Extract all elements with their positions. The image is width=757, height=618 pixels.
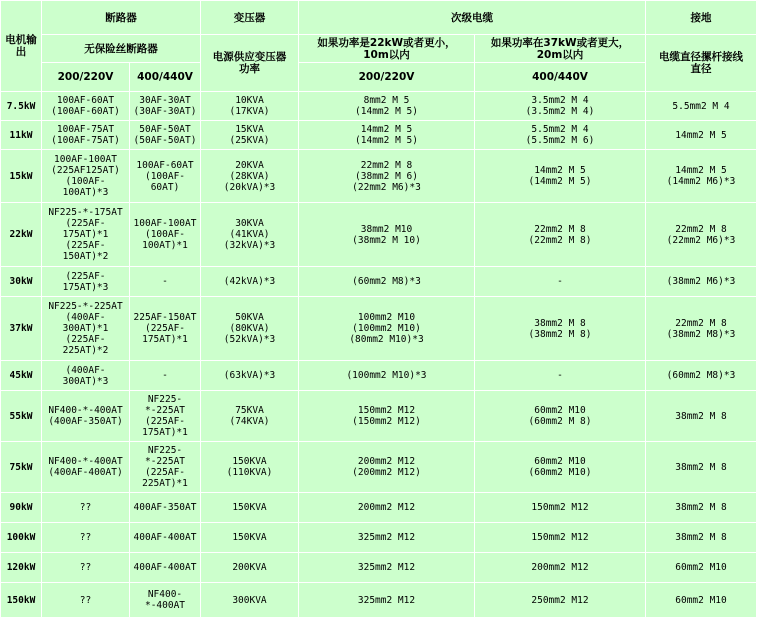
cable-200v-cell: 325mm2 M12 [299, 523, 474, 552]
breaker-400v-cell: NF225- *-225AT (225AF- 175AT)*1 [130, 391, 200, 441]
cable-400v-cell: 14mm2 M 5 (14mm2 M 5) [475, 150, 645, 202]
cable-200v-cell: 325mm2 M12 [299, 553, 474, 582]
transformer-cell: 300KVA [201, 583, 298, 617]
secondary-cable-header: 次级电缆 [299, 1, 645, 34]
table-row [1, 203, 756, 266]
cable-400v-cell: 22mm2 M 8 (22mm2 M 8) [475, 203, 645, 266]
motor-output-cell: 150kW [1, 583, 41, 617]
cable-400v-cell: 38mm2 M 8 (38mm2 M 8) [475, 297, 645, 360]
ground-wire-cell: 60mm2 M10 [646, 583, 756, 617]
table-row [1, 442, 756, 492]
cable-400v-cell: 150mm2 M12 [475, 493, 645, 522]
cable-400v-cell: 150mm2 M12 [475, 523, 645, 552]
cable-200v-cell: 200mm2 M12 [299, 493, 474, 522]
breaker-400v-cell: 225AF-150AT (225AF- 175AT)*1 [130, 297, 200, 360]
breaker-200v-cell: ?? [42, 493, 129, 522]
cable-400v-cell: 200mm2 M12 [475, 553, 645, 582]
no-fuse-breaker-header: 无保险丝断路器 [42, 35, 200, 62]
table-row [1, 391, 756, 441]
breaker-400v-cell: NF225- *-225AT (225AF- 225AT)*1 [130, 442, 200, 492]
breaker-400v-cell: NF400- *-400AT [130, 583, 200, 617]
breaker-200v-cell: ?? [42, 553, 129, 582]
ground-wire-cell: 38mm2 M 8 [646, 493, 756, 522]
breaker-400v-cell: - [130, 267, 200, 296]
motor-output-cell: 15kW [1, 150, 41, 202]
cable-200v-cell: (100mm2 M10)*3 [299, 361, 474, 390]
breaker-200v-cell: (225AF- 175AT)*3 [42, 267, 129, 296]
cable-400v-cell: - [475, 267, 645, 296]
table-row [1, 493, 756, 522]
breaker-200v-cell: NF400-*-400AT (400AF-350AT) [42, 391, 129, 441]
breaker-200v-cell: ?? [42, 583, 129, 617]
table-header [1, 1, 756, 91]
cable-400v-cell: 60mm2 M10 (60mm2 M 8) [475, 391, 645, 441]
cable-200v-cell: 150mm2 M12 (150mm2 M12) [299, 391, 474, 441]
motor-output-cell: 90kW [1, 493, 41, 522]
table-row [1, 267, 756, 296]
cable-200v-cell: 8mm2 M 5 (14mm2 M 5) [299, 92, 474, 120]
motor-output-cell: 7.5kW [1, 92, 41, 120]
transformer-header: 变压器 [201, 1, 298, 34]
breaker-400v-cell: 400AF-350AT [130, 493, 200, 522]
transformer-cell: 50KVA (80KVA) (52kVA)*3 [201, 297, 298, 360]
cable-200v-cell: 14mm2 M 5 (14mm2 M 5) [299, 121, 474, 149]
transformer-cell: 150KVA [201, 493, 298, 522]
breaker-400v-cell: 100AF-100AT (100AF- 100AT)*1 [130, 203, 200, 266]
cable-22kw-header: 如果功率是22kW或者更小， 10m以内 [299, 35, 474, 62]
cable-200v-header: 200/220V [299, 63, 474, 91]
table-row [1, 92, 756, 120]
cable-400v-cell: 3.5mm2 M 4 (3.5mm2 M 4) [475, 92, 645, 120]
motor-output-cell: 55kW [1, 391, 41, 441]
breaker-400v-cell: 50AF-50AT (50AF-50AT) [130, 121, 200, 149]
breaker-200v-cell: NF400-*-400AT (400AF-400AT) [42, 442, 129, 492]
transformer-cell: 20KVA (28KVA) (20kVA)*3 [201, 150, 298, 202]
cable-200v-cell: 22mm2 M 8 (38mm2 M 6) (22mm2 M6)*3 [299, 150, 474, 202]
table-body [1, 92, 756, 617]
breaker-400v-cell: 400AF-400AT [130, 523, 200, 552]
transformer-cell: 15KVA (25KVA) [201, 121, 298, 149]
transformer-capacity-header: 电源供应变压器 功率 [201, 35, 298, 91]
motor-output-cell: 22kW [1, 203, 41, 266]
motor-output-cell: 30kW [1, 267, 41, 296]
ground-wire-cell: 22mm2 M 8 (38mm2 M8)*3 [646, 297, 756, 360]
breaker-200v-cell: 100AF-75AT (100AF-75AT) [42, 121, 129, 149]
transformer-cell: (63kVA)*3 [201, 361, 298, 390]
breaker-200v-cell: NF225-*-225AT (400AF- 300AT)*1 (225AF- 225AT)*2 [42, 297, 129, 360]
ground-wire-cell: 5.5mm2 M 4 [646, 92, 756, 120]
breaker-400v-cell: - [130, 361, 200, 390]
motor-output-cell: 120kW [1, 553, 41, 582]
cable-400v-cell: 250mm2 M12 [475, 583, 645, 617]
transformer-cell: 150KVA [201, 523, 298, 552]
table-row [1, 150, 756, 202]
breaker-400v-cell: 30AF-30AT (30AF-30AT) [130, 92, 200, 120]
ground-wire-cell: 22mm2 M 8 (22mm2 M6)*3 [646, 203, 756, 266]
motor-output-cell: 11kW [1, 121, 41, 149]
breaker-200v-cell: NF225-*-175AT (225AF- 175AT)*1 (225AF- 150AT)*2 [42, 203, 129, 266]
breaker-200v-cell: (400AF- 300AT)*3 [42, 361, 129, 390]
ground-wire-cell: 38mm2 M 8 [646, 523, 756, 552]
cable-200v-cell: 200mm2 M12 (200mm2 M12) [299, 442, 474, 492]
ground-wire-cell: (60mm2 M8)*3 [646, 361, 756, 390]
ground-wire-cell: 14mm2 M 5 (14mm2 M6)*3 [646, 150, 756, 202]
ground-wire-cell: 38mm2 M 8 [646, 442, 756, 492]
breaker-200v-cell: 100AF-100AT (225AF125AT) (100AF- 100AT)*3 [42, 150, 129, 202]
cable-400v-header: 400/440V [475, 63, 645, 91]
cable-200v-cell: 38mm2 M10 (38mm2 M 10) [299, 203, 474, 266]
breaker-200v-header: 200/220V [42, 63, 129, 91]
table-row [1, 553, 756, 582]
motor-output-header: 电机输 出 [1, 1, 41, 91]
motor-output-cell: 45kW [1, 361, 41, 390]
breaker-header: 断路器 [42, 1, 200, 34]
transformer-cell: 75KVA (74KVA) [201, 391, 298, 441]
cable-400v-cell: 60mm2 M10 (60mm2 M10) [475, 442, 645, 492]
ground-wire-header: 电缆直径摞杆接线 直径 [646, 35, 756, 91]
motor-output-cell: 75kW [1, 442, 41, 492]
grounding-header: 接地 [646, 1, 756, 34]
breaker-400v-cell: 400AF-400AT [130, 553, 200, 582]
transformer-cell: 200KVA [201, 553, 298, 582]
breaker-200v-cell: 100AF-60AT (100AF-60AT) [42, 92, 129, 120]
table-row [1, 583, 756, 617]
cable-37kw-header: 如果功率在37kW或者更大， 20m以内 [475, 35, 645, 62]
ground-wire-cell: 14mm2 M 5 [646, 121, 756, 149]
motor-output-cell: 100kW [1, 523, 41, 552]
table-row [1, 523, 756, 552]
transformer-cell: 30KVA (41KVA) (32kVA)*3 [201, 203, 298, 266]
cable-200v-cell: 325mm2 M12 [299, 583, 474, 617]
ground-wire-cell: (38mm2 M6)*3 [646, 267, 756, 296]
transformer-cell: 10KVA (17KVA) [201, 92, 298, 120]
breaker-400v-cell: 100AF-60AT (100AF-60AT) [130, 150, 200, 202]
breaker-200v-cell: ?? [42, 523, 129, 552]
table-row [1, 297, 756, 360]
breaker-400v-header: 400/440V [130, 63, 200, 91]
table-row [1, 361, 756, 390]
table-row [1, 121, 756, 149]
cable-400v-cell: 5.5mm2 M 4 (5.5mm2 M 6) [475, 121, 645, 149]
transformer-cell: (42kVA)*3 [201, 267, 298, 296]
motor-output-cell: 37kW [1, 297, 41, 360]
cable-400v-cell: - [475, 361, 645, 390]
cable-200v-cell: (60mm2 M8)*3 [299, 267, 474, 296]
cable-200v-cell: 100mm2 M10 (100mm2 M10) (80mm2 M10)*3 [299, 297, 474, 360]
ground-wire-cell: 60mm2 M10 [646, 553, 756, 582]
ground-wire-cell: 38mm2 M 8 [646, 391, 756, 441]
transformer-cell: 150KVA (110KVA) [201, 442, 298, 492]
